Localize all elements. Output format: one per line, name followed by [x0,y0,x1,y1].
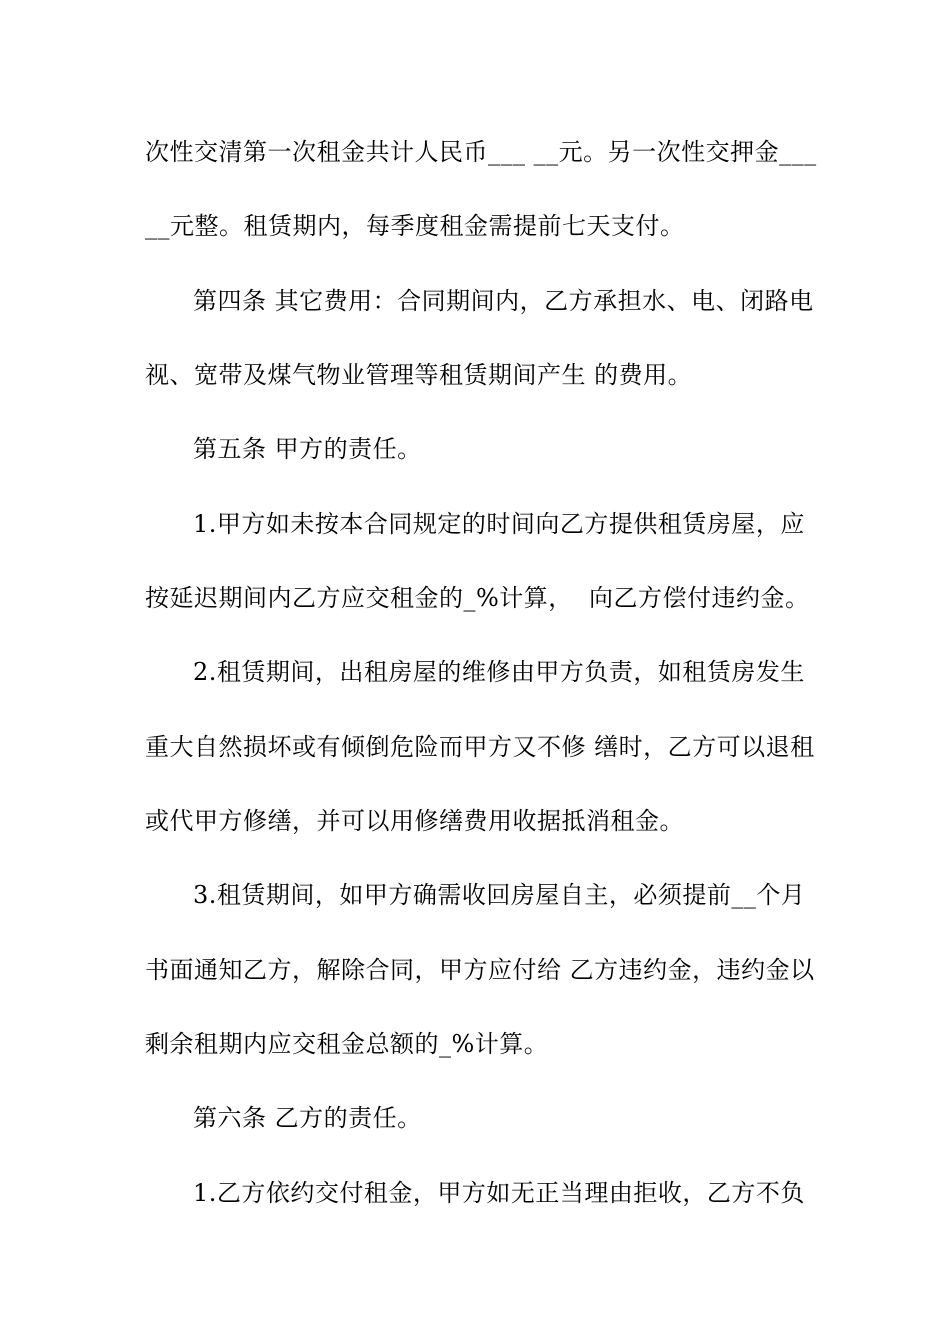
text-line: 重大自然损坏或有倾倒危险而甲方又不修 缮时，乙方可以退租 [145,733,815,761]
article-5-heading: 第五条 甲方的责任。 [193,435,422,463]
text-line: 次性交清第一次租金共计人民币___ __元。另一次性交押金___ [145,138,817,166]
clause-5-2: 2.租赁期间，出租房屋的维修由甲方负责，如租赁房发生 [193,658,805,686]
text-line: 或代甲方修缮，并可以用修缮费用收据抵消租金。 [145,807,684,835]
text-line: 视、宽带及煤气物业管理等租赁期间产生 的费用。 [145,361,693,389]
text-line: __元整。租赁期内，每季度租金需提前七天支付。 [145,212,685,240]
text-line: 剩余租期内应交租金总额的_%计算。 [145,1030,549,1058]
clause-5-3: 3.租赁期间，如甲方确需收回房屋自主，必须提前__个月 [193,881,806,909]
text-line: 书面通知乙方，解除合同，甲方应付给 乙方违约金，违约金以 [145,956,815,984]
clause-5-1: 1.甲方如未按本合同规定的时间向乙方提供租赁房屋，应 [193,510,805,538]
clause-6-1: 1.乙方依约交付租金，甲方如无正当理由拒收，乙方不负 [193,1179,805,1207]
article-6-heading: 第六条 乙方的责任。 [193,1104,422,1132]
article-4-heading: 第四条 其它费用：合同期间内，乙方承担水、电、闭路电 [193,287,814,315]
text-line: 按延迟期间内乙方应交租金的_%计算， 向乙方偿付违约金。 [145,584,810,612]
